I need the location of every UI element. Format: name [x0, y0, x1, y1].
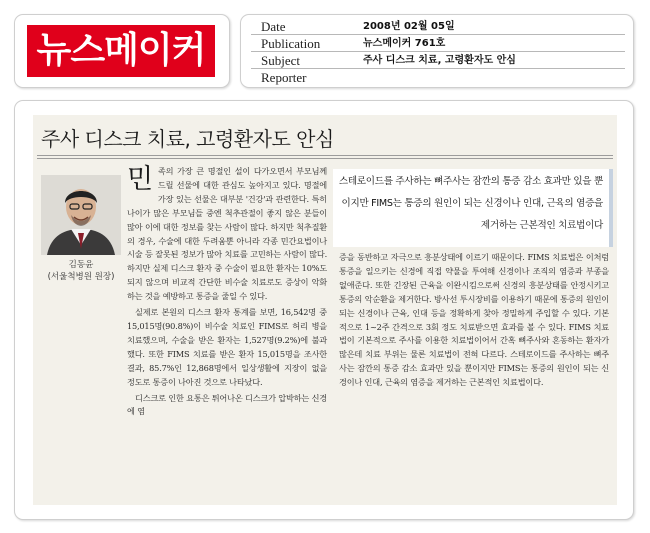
headline-rule-bottom — [37, 158, 613, 159]
meta-row-date — [251, 18, 625, 35]
meta-row-subject — [251, 52, 625, 69]
meta-label: Publication — [261, 36, 321, 51]
logo-panel — [14, 14, 230, 88]
meta-row-reporter — [251, 69, 625, 86]
meta-value: 2008년 02월 05일 — [363, 21, 455, 32]
metadata-panel — [240, 14, 634, 88]
author-photo — [41, 175, 121, 255]
headline-rule-top — [37, 155, 613, 156]
photo-caption — [39, 259, 123, 283]
meta-row-publication — [251, 35, 625, 52]
publication-logo: 뉴스메이커 — [27, 25, 215, 77]
meta-label: Subject — [261, 53, 300, 68]
article-column-2: 증을 동반하고 자극으로 흥분상태에 이르기 때문이다. FIMS 치료법은 이처럼 통증을 일으키는 신경에 직접 약물을 투여해 신경이나 조직의 염증과 부종을 없애준다. 또한 긴장된 근육을 이완시킴으로써 신경의 흥분상태를 안정시키고 통증의 악순환을 제거한다. 방사선 투시장비를 이용하기 때문에 통증의 원인이 되는 신경이나 근육, 인대 등을 정확하게 찾아 정밀하게 주입할 수 있다. 기본적으로 1~2주 간격으로 3회 정도 치료받으면 효과를 볼 수 있다. FIMS 치료법이 기본적으로 주사를 이용한 치료법이어서 간혹 뼈주사와 혼동하는 환자가 많은데 치료 부위는 물론 치료법이 전혀 다르다. 스테로이드를 주사하는 뼈주사는 잠깐의 통증 감소 효과만 있을 뿐이지만 FIMS는 통증의 원인이 되는 신경이나 인대, 근육의 염증을 제거하는 근본적인 치료법이다. — [339, 252, 609, 388]
drop-cap: 민 — [127, 164, 153, 195]
article-panel — [14, 100, 634, 520]
newspaper-clipping — [33, 115, 617, 505]
meta-value: 뉴스메이커 761호 — [363, 38, 446, 49]
author-affiliation: (서울척병원 원장) — [47, 272, 115, 282]
article-column-1 — [127, 165, 327, 419]
author-name: 김동윤 — [68, 260, 94, 270]
paragraph — [127, 165, 327, 304]
author-portrait-icon — [41, 175, 121, 255]
article-headline: 주사 디스크 치료, 고령환자도 안심 — [41, 127, 334, 151]
meta-label: Reporter — [261, 70, 307, 85]
paragraph: 디스크로 인한 요통은 튀어나온 디스크가 압박하는 신경에 염 — [127, 392, 327, 417]
meta-value: 주사 디스크 치료, 고령환자도 안심 — [363, 55, 516, 66]
paragraph-text: 족의 가장 큰 명절인 설이 다가오면서 부모님께 드릴 선물에 대한 관심도 높아지고 있다. 명절에 가장 있는 선물은 대부분 '건강'과 관련한다. 특히 나이가 많은 부모님들 중엔 척추관절이 좋지 않은 분들이 많아 이에 대한 정보를 찾는 사람이 많다. 하지만 척추질환의 경우, 수술에 대한 두려움뿐 아니라 각종 민간요법이나 시술 등 잘못된 정보가 많아 치료를 고민하는 사람이 많다. 하지만 실제 디스크 환자 중 수술이 필요한 환자는 10%도 되지 않으며 비교적 간단한 비수술 치료로도 증상이 악화하는 것을 예방하고 통증을 줄일 수 있다. — [127, 166, 327, 302]
meta-label: Date — [261, 19, 286, 34]
paragraph: 실제로 본원의 디스크 환자 통계를 보면, 16,542명 중 15,015명(90.8%)이 비수술 치료인 FIMS로 허리 병을 치료했으며, 수술을 받은 환자는 1,527명(9.2%)에 불과했다. 또한 FIMS 치료를 받은 환자 15,015명을 조사한 결과, 85.7%인 12,868명에서 일상생활에 지장이 없을 정도로 통증이 나아진 것으로 나타났다. — [127, 307, 327, 387]
pull-quote: 스테로이드를 주사하는 뼈주사는 잠깐의 통증 감소 효과만 있을 뿐이지만 FIMS는 통증의 원인이 되는 신경이나 인대, 근육의 염증을 제거하는 근본적인 치료법이다 — [333, 169, 613, 247]
